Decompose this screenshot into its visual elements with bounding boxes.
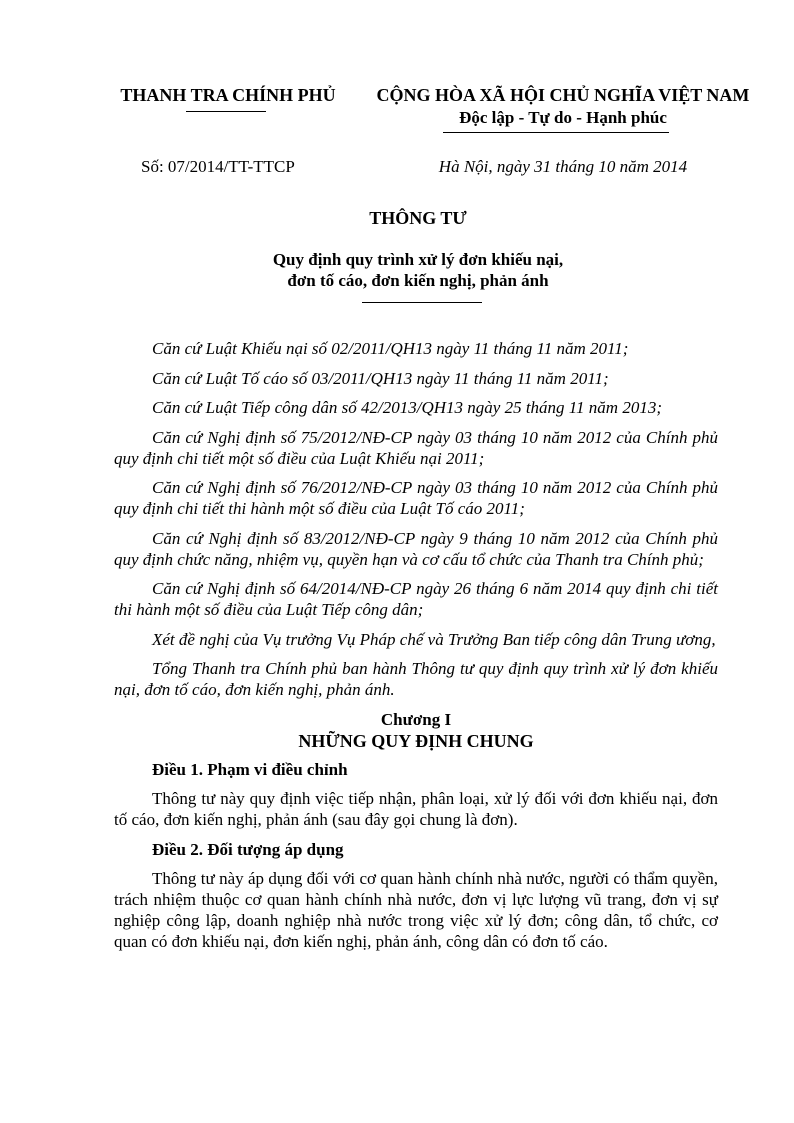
- preamble-item: Căn cứ Luật Khiếu nại số 02/2011/QH13 ngày 11 tháng 11 năm 2011;: [152, 339, 629, 358]
- document-body: [114, 338, 718, 961]
- chapter-heading: [114, 709, 718, 752]
- issuing-agency: THANH TRA CHÍNH PHỦ: [120, 85, 336, 105]
- chapter-label: Chương I: [380, 709, 452, 729]
- agency-underline: [186, 111, 266, 112]
- preamble-item: Căn cứ Nghị định số 76/2012/NĐ-CP ngày 03 tháng 10 năm 2012 của Chính phủ quy định chi tiết thi hành một số điều của Luật Tố cáo 2011;: [114, 478, 718, 518]
- article-2-text: Thông tư này áp dụng đối với cơ quan hành chính nhà nước, người có thẩm quyền, trách nhiệm thuộc cơ quan hành chính nhà nước, đơn vị lực lượng vũ trang, đơn vị sự nghiệp công lập, doanh nghiệp nhà nước trong việc xử lý đơn; công dân, tổ chức, cơ quan có đơn khiếu nại, đơn kiến nghị, phản ánh, công dân có đơn tố cáo.: [114, 869, 718, 951]
- national-motto: Độc lập - Tự do - Hạnh phúc: [459, 108, 667, 127]
- preamble-item: Tổng Thanh tra Chính phủ ban hành Thông tư quy định quy trình xử lý đơn khiếu nại, đơn tố cáo, đơn kiến nghị, phản ánh.: [114, 659, 718, 699]
- preamble-item: Căn cứ Luật Tố cáo số 03/2011/QH13 ngày 11 tháng 11 năm 2011;: [152, 368, 609, 388]
- article-2-heading: Điều 2. Đối tượng áp dụng: [152, 839, 344, 859]
- title-underline: [362, 302, 482, 303]
- document-number: Số: 07/2014/TT-TTCP: [141, 157, 295, 176]
- preamble-item: Xét đề nghị của Vụ trưởng Vụ Pháp chế và Trưởng Ban tiếp công dân Trung ương,: [152, 629, 716, 649]
- document-title: [0, 249, 794, 291]
- preamble-item: Căn cứ Nghị định số 75/2012/NĐ-CP ngày 03 tháng 10 năm 2012 của Chính phủ quy định chi tiết một số điều của Luật Khiếu nại 2011;: [114, 427, 718, 468]
- preamble-item: Căn cứ Nghị định số 64/2014/NĐ-CP ngày 26 tháng 6 năm 2014 quy định chi tiết thi hành một số điều của Luật Tiếp công dân;: [114, 579, 718, 619]
- chapter-name: NHỮNG QUY ĐỊNH CHUNG: [298, 730, 534, 751]
- document-title-line-2: đơn tố cáo, đơn kiến nghị, phản ánh: [287, 271, 549, 290]
- place-and-date: Hà Nội, ngày 31 tháng 10 năm 2014: [438, 157, 688, 176]
- document-title-line-1: Quy định quy trình xử lý đơn khiếu nại,: [272, 250, 564, 269]
- country-name: CỘNG HÒA XÃ HỘI CHỦ NGHĨA VIỆT NAM: [376, 85, 750, 105]
- issuing-agency-block: [108, 84, 348, 106]
- motto-underline: [443, 132, 669, 133]
- preamble-item: Căn cứ Nghị định số 83/2012/NĐ-CP ngày 9 tháng 10 năm 2012 của Chính phủ quy định chức năng, nhiệm vụ, quyền hạn và cơ cấu tổ chức của Thanh tra Chính phủ;: [114, 528, 718, 569]
- article-1-heading: Điều 1. Phạm vi điều chỉnh: [152, 759, 348, 779]
- national-title-block: [358, 84, 768, 128]
- preamble-item: Căn cứ Luật Tiếp công dân số 42/2013/QH13 ngày 25 tháng 11 năm 2013;: [152, 398, 662, 417]
- article-1-text: Thông tư này quy định việc tiếp nhận, phân loại, xử lý đối với đơn khiếu nại, đơn tố cáo, đơn kiến nghị, phản ánh (sau đây gọi chung là đơn).: [114, 789, 718, 829]
- document-type: THÔNG TƯ: [369, 208, 467, 228]
